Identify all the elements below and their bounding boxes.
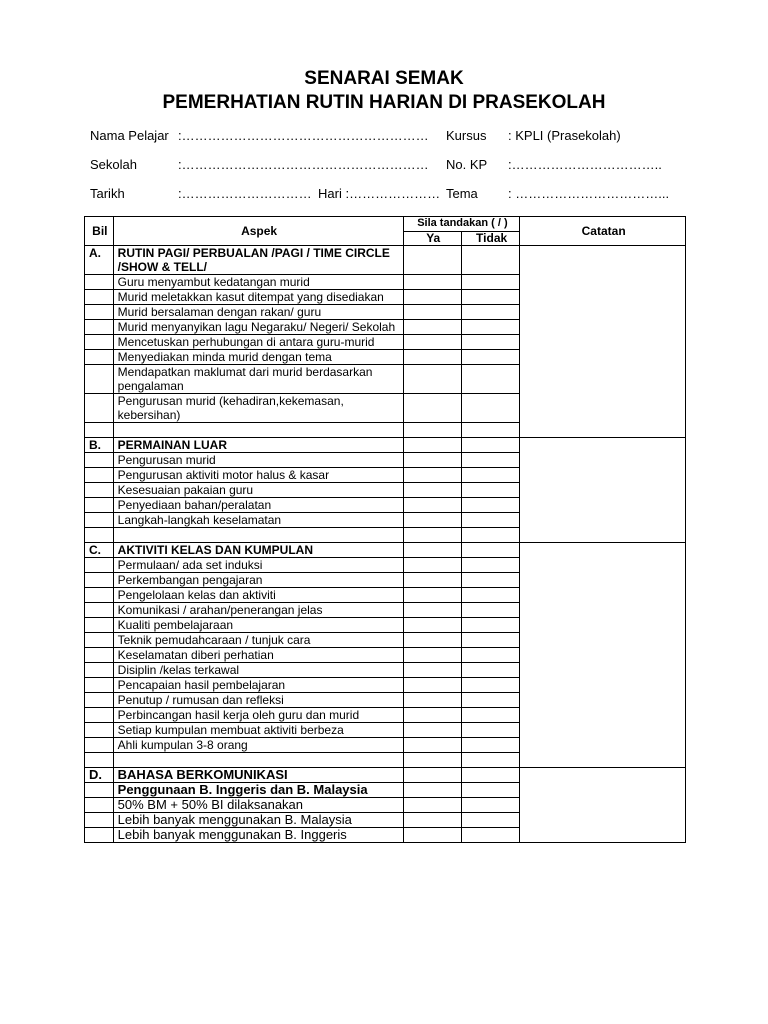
tidak-checkbox[interactable] xyxy=(461,663,519,678)
bil-cell xyxy=(85,290,114,305)
section-bil: B. xyxy=(85,438,114,453)
tidak-checkbox[interactable] xyxy=(461,708,519,723)
tidak-checkbox[interactable] xyxy=(461,543,519,558)
section-bil: D. xyxy=(85,768,114,783)
aspek-item: Disiplin /kelas terkawal xyxy=(113,663,403,678)
ya-checkbox[interactable] xyxy=(403,663,461,678)
bil-cell xyxy=(85,708,114,723)
tidak-checkbox[interactable] xyxy=(461,320,519,335)
tidak-checkbox[interactable] xyxy=(461,528,519,543)
bil-cell xyxy=(85,783,114,798)
bil-cell xyxy=(85,453,114,468)
aspek-item: Permulaan/ ada set induksi xyxy=(113,558,403,573)
tidak-checkbox[interactable] xyxy=(461,558,519,573)
bil-cell xyxy=(85,365,114,394)
bil-cell xyxy=(85,753,114,768)
catatan-cell[interactable] xyxy=(520,543,686,768)
tidak-checkbox[interactable] xyxy=(461,365,519,394)
tidak-checkbox[interactable] xyxy=(461,603,519,618)
aspek-item: 50% BM + 50% BI dilaksanakan xyxy=(113,798,403,813)
ya-checkbox[interactable] xyxy=(403,633,461,648)
ya-checkbox[interactable] xyxy=(403,335,461,350)
tidak-checkbox[interactable] xyxy=(461,305,519,320)
tidak-checkbox[interactable] xyxy=(461,753,519,768)
tarikh-field[interactable]: :………………………… xyxy=(178,186,312,201)
tidak-checkbox[interactable] xyxy=(461,335,519,350)
ya-checkbox[interactable] xyxy=(403,813,461,828)
section-header-row xyxy=(85,246,686,275)
tidak-checkbox[interactable] xyxy=(461,453,519,468)
aspek-item: Kesesuaian pakaian guru xyxy=(113,483,403,498)
tarikh-label: Tarikh xyxy=(90,186,125,201)
section-bil: C. xyxy=(85,543,114,558)
catatan-cell[interactable] xyxy=(520,438,686,543)
col-header-ya: Ya xyxy=(403,231,461,246)
bil-cell xyxy=(85,483,114,498)
kursus-value: : KPLI (Prasekolah) xyxy=(508,128,621,143)
col-header-aspek: Aspek xyxy=(113,217,403,246)
aspek-item: Pencapaian hasil pembelajaran xyxy=(113,678,403,693)
ya-checkbox[interactable] xyxy=(403,423,461,438)
section-heading: AKTIVITI KELAS DAN KUMPULAN xyxy=(113,543,403,558)
aspek-subheading: Penggunaan B. Inggeris dan B. Malaysia xyxy=(113,783,403,798)
aspek-item: Lebih banyak menggunakan B. Inggeris xyxy=(113,828,403,843)
ya-checkbox[interactable] xyxy=(403,573,461,588)
tidak-checkbox[interactable] xyxy=(461,633,519,648)
bil-cell xyxy=(85,528,114,543)
tidak-checkbox[interactable] xyxy=(461,290,519,305)
ya-checkbox[interactable] xyxy=(403,693,461,708)
section-header-row xyxy=(85,438,686,453)
bil-cell xyxy=(85,618,114,633)
bil-cell xyxy=(85,663,114,678)
ya-checkbox[interactable] xyxy=(403,305,461,320)
bil-cell xyxy=(85,423,114,438)
bil-cell xyxy=(85,350,114,365)
aspek-item: Penyediaan bahan/peralatan xyxy=(113,498,403,513)
section-header-row xyxy=(85,768,686,783)
bil-cell xyxy=(85,394,114,423)
ya-checkbox[interactable] xyxy=(403,498,461,513)
nama-field[interactable]: :………………………………………………… xyxy=(178,128,429,143)
aspek-item: Pengelolaan kelas dan aktiviti xyxy=(113,588,403,603)
sekolah-label: Sekolah xyxy=(90,157,137,172)
hari-group[interactable] xyxy=(318,186,440,201)
ya-checkbox[interactable] xyxy=(403,365,461,394)
nokp-label: No. KP xyxy=(446,157,488,172)
sekolah-field[interactable]: :………………………………………………… xyxy=(178,157,429,172)
ya-checkbox[interactable] xyxy=(403,468,461,483)
tidak-checkbox[interactable] xyxy=(461,275,519,290)
section-heading: BAHASA BERKOMUNIKASI xyxy=(113,768,403,783)
aspek-item: Menyediakan minda murid dengan tema xyxy=(113,350,403,365)
document-title: SENARAI SEMAK xyxy=(304,68,464,89)
bil-cell xyxy=(85,648,114,663)
bil-cell xyxy=(85,573,114,588)
tidak-checkbox[interactable] xyxy=(461,350,519,365)
aspek-item: Langkah-langkah keselamatan xyxy=(113,513,403,528)
ya-checkbox[interactable] xyxy=(403,438,461,453)
ya-checkbox[interactable] xyxy=(403,453,461,468)
aspek-item: Mendapatkan maklumat dari murid berdasarkan pengalaman xyxy=(113,365,403,394)
bil-cell xyxy=(85,275,114,290)
kursus-label: Kursus xyxy=(446,128,487,143)
bil-cell xyxy=(85,693,114,708)
aspek-item: Kualiti pembelajaraan xyxy=(113,618,403,633)
ya-checkbox[interactable] xyxy=(403,513,461,528)
ya-checkbox[interactable] xyxy=(403,558,461,573)
bil-cell xyxy=(85,513,114,528)
ya-checkbox[interactable] xyxy=(403,394,461,423)
aspek-item: Murid menyanyikan lagu Negaraku/ Negeri/ Sekolah xyxy=(113,320,403,335)
ya-checkbox[interactable] xyxy=(403,723,461,738)
aspek-item: Perbincangan hasil kerja oleh guru dan murid xyxy=(113,708,403,723)
bil-cell xyxy=(85,498,114,513)
ya-checkbox[interactable] xyxy=(403,753,461,768)
aspek-item: Keselamatan diberi perhatian xyxy=(113,648,403,663)
checklist-table xyxy=(84,216,686,843)
catatan-cell[interactable] xyxy=(520,246,686,438)
aspek-item xyxy=(113,753,403,768)
ya-checkbox[interactable] xyxy=(403,483,461,498)
ya-checkbox[interactable] xyxy=(403,798,461,813)
tidak-checkbox[interactable] xyxy=(461,768,519,783)
tidak-checkbox[interactable] xyxy=(461,483,519,498)
aspek-item xyxy=(113,423,403,438)
ya-checkbox[interactable] xyxy=(403,320,461,335)
tidak-checkbox[interactable] xyxy=(461,513,519,528)
tidak-checkbox[interactable] xyxy=(461,648,519,663)
tidak-checkbox[interactable] xyxy=(461,813,519,828)
tidak-checkbox[interactable] xyxy=(461,246,519,275)
nama-label: Nama Pelajar xyxy=(90,128,169,143)
ya-checkbox[interactable] xyxy=(403,618,461,633)
aspek-item: Pengurusan murid (kehadiran,kekemasan, kebersihan) xyxy=(113,394,403,423)
ya-checkbox[interactable] xyxy=(403,528,461,543)
document-subtitle: PEMERHATIAN RUTIN HARIAN DI PRASEKOLAH xyxy=(162,92,606,113)
bil-cell xyxy=(85,588,114,603)
section-bil: A. xyxy=(85,246,114,275)
aspek-item: Setiap kumpulan membuat aktiviti berbeza xyxy=(113,723,403,738)
tidak-checkbox[interactable] xyxy=(461,678,519,693)
bil-cell xyxy=(85,335,114,350)
bil-cell xyxy=(85,723,114,738)
ya-checkbox[interactable] xyxy=(403,648,461,663)
aspek-item: Pengurusan aktiviti motor halus & kasar xyxy=(113,468,403,483)
aspek-item: Ahli kumpulan 3-8 orang xyxy=(113,738,403,753)
tidak-checkbox[interactable] xyxy=(461,498,519,513)
ya-checkbox[interactable] xyxy=(403,828,461,843)
section-heading: RUTIN PAGI/ PERBUALAN /PAGI / TIME CIRCLE /SHOW & TELL/ xyxy=(113,246,403,275)
aspek-item xyxy=(113,528,403,543)
bil-cell xyxy=(85,305,114,320)
tidak-checkbox[interactable] xyxy=(461,394,519,423)
tidak-checkbox[interactable] xyxy=(461,693,519,708)
tidak-checkbox[interactable] xyxy=(461,438,519,453)
aspek-item: Komunikasi / arahan/penerangan jelas xyxy=(113,603,403,618)
bil-cell xyxy=(85,678,114,693)
tidak-checkbox[interactable] xyxy=(461,828,519,843)
aspek-item: Murid meletakkan kasut ditempat yang disediakan xyxy=(113,290,403,305)
aspek-item: Pengurusan murid xyxy=(113,453,403,468)
ya-checkbox[interactable] xyxy=(403,543,461,558)
ya-checkbox[interactable] xyxy=(403,738,461,753)
ya-checkbox[interactable] xyxy=(403,275,461,290)
aspek-item: Mencetuskan perhubungan di antara guru-murid xyxy=(113,335,403,350)
aspek-item: Guru menyambut kedatangan murid xyxy=(113,275,403,290)
bil-cell xyxy=(85,738,114,753)
section-heading: PERMAINAN LUAR xyxy=(113,438,403,453)
tidak-checkbox[interactable] xyxy=(461,723,519,738)
bil-cell xyxy=(85,320,114,335)
ya-checkbox[interactable] xyxy=(403,290,461,305)
aspek-item: Murid bersalaman dengan rakan/ guru xyxy=(113,305,403,320)
ya-checkbox[interactable] xyxy=(403,708,461,723)
ya-checkbox[interactable] xyxy=(403,768,461,783)
bil-cell xyxy=(85,813,114,828)
aspek-item: Lebih banyak menggunakan B. Malaysia xyxy=(113,813,403,828)
bil-cell xyxy=(85,603,114,618)
aspek-item: Perkembangan pengajaran xyxy=(113,573,403,588)
section-header-row xyxy=(85,543,686,558)
ya-checkbox[interactable] xyxy=(403,246,461,275)
tidak-checkbox[interactable] xyxy=(461,798,519,813)
bil-cell xyxy=(85,633,114,648)
tidak-checkbox[interactable] xyxy=(461,738,519,753)
bil-cell xyxy=(85,798,114,813)
tema-field[interactable]: : ……………………………... xyxy=(508,186,670,201)
ya-checkbox[interactable] xyxy=(403,350,461,365)
tidak-checkbox[interactable] xyxy=(461,573,519,588)
bil-cell xyxy=(85,558,114,573)
aspek-item: Penutup / rumusan dan refleksi xyxy=(113,693,403,708)
hari-label: Hari xyxy=(318,186,342,201)
hari-field[interactable]: :………………… xyxy=(345,186,441,201)
col-header-tidak: Tidak xyxy=(461,231,519,246)
ya-checkbox[interactable] xyxy=(403,678,461,693)
tidak-checkbox[interactable] xyxy=(461,423,519,438)
ya-checkbox[interactable] xyxy=(403,783,461,798)
tema-label: Tema xyxy=(446,186,478,201)
ya-checkbox[interactable] xyxy=(403,603,461,618)
tidak-checkbox[interactable] xyxy=(461,618,519,633)
tidak-checkbox[interactable] xyxy=(461,783,519,798)
bil-cell xyxy=(85,828,114,843)
catatan-cell[interactable] xyxy=(520,768,686,843)
bil-cell xyxy=(85,468,114,483)
tidak-checkbox[interactable] xyxy=(461,468,519,483)
col-header-bil: Bil xyxy=(85,217,114,246)
col-header-catatan: Catatan xyxy=(520,217,686,246)
col-header-sila: Sila tandakan ( / ) xyxy=(403,217,520,232)
aspek-item: Teknik pemudahcaraan / tunjuk cara xyxy=(113,633,403,648)
nokp-field[interactable]: :…………………………….. xyxy=(508,157,662,172)
ya-checkbox[interactable] xyxy=(403,588,461,603)
tidak-checkbox[interactable] xyxy=(461,588,519,603)
